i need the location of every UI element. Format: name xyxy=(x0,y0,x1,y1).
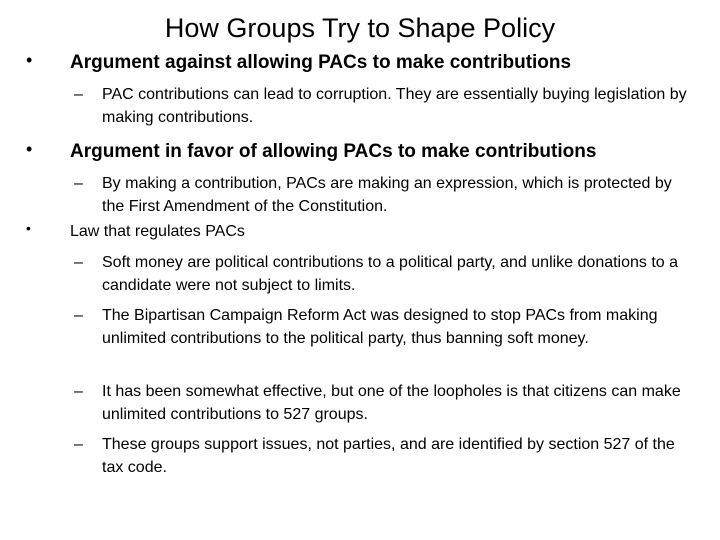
dash-icon: – xyxy=(74,307,83,324)
sub-point xyxy=(74,251,690,297)
bullet-heading: Argument in favor of allowing PACs to make contributions xyxy=(70,141,597,162)
sub-point xyxy=(74,172,690,218)
sub-point-text: Soft money are political contributions to a political party, and unlike donations to a candidate were not subject to limits. xyxy=(102,254,679,294)
sub-point-text: It has been somewhat effective, but one of the loopholes is that citizens can make unlimited contributions to 527 groups. xyxy=(102,383,681,423)
bullet-heading: Argument against allowing PACs to make contributions xyxy=(70,52,572,73)
dash-icon: – xyxy=(74,254,83,271)
slide-title: How Groups Try to Shape Policy xyxy=(164,13,556,43)
bullet-point-favor xyxy=(26,139,686,165)
sub-point xyxy=(74,83,690,129)
sub-point-text: The Bipartisan Campaign Reform Act was designed to stop PACs from making unlimited contributions to the political party, thus banning soft money. xyxy=(102,307,658,347)
dash-icon: – xyxy=(74,86,83,103)
dash-icon: – xyxy=(74,383,83,400)
sub-point-text: By making a contribution, PACs are making an expression, which is protected by the First Amendment of the Constitution. xyxy=(102,175,672,215)
dash-icon: – xyxy=(74,175,83,192)
bullet-icon: • xyxy=(26,50,33,70)
bullet-icon: • xyxy=(26,220,31,236)
sub-point xyxy=(74,380,690,426)
dash-icon: – xyxy=(74,436,83,453)
bullet-point-against xyxy=(26,50,686,76)
bullet-icon: • xyxy=(26,139,33,159)
sub-point xyxy=(74,433,690,479)
bullet-point-law xyxy=(26,220,686,243)
sub-point-text: These groups support issues, not parties, and are identified by section 527 of the tax code. xyxy=(102,436,675,476)
sub-point-text: PAC contributions can lead to corruption. They are essentially buying legislation by making contributions. xyxy=(102,86,687,126)
bullet-heading: Law that regulates PACs xyxy=(70,223,245,240)
sub-point xyxy=(74,304,690,350)
